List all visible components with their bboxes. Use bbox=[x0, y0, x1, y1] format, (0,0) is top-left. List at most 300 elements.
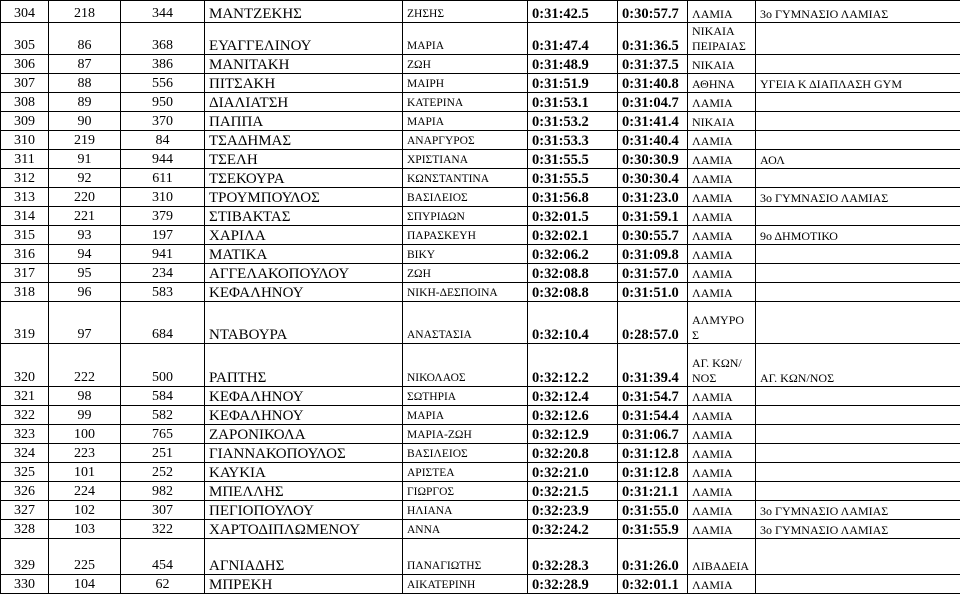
city-cell bbox=[688, 520, 756, 539]
club-cell bbox=[756, 425, 960, 444]
last-name-cell: ΜΑΝΙΤΑΚΗ bbox=[205, 55, 403, 74]
bib-number-cell: 344 bbox=[121, 1, 205, 23]
category-rank-cell: 221 bbox=[49, 207, 121, 226]
category-rank-cell: 219 bbox=[49, 131, 121, 150]
city-cell-text: ΛΑΜΙΑ bbox=[692, 229, 733, 243]
city-cell bbox=[688, 207, 756, 226]
city-cell-text: ΝΙΚΑΙΑ ΠΕΙΡΑΙΑΣ bbox=[692, 24, 746, 53]
city-cell-text: ΝΙΚΑΙΑ bbox=[692, 115, 735, 129]
last-name-cell: ΡΑΠΤΗΣ bbox=[205, 344, 403, 387]
club-cell bbox=[756, 131, 960, 150]
category-rank-cell: 89 bbox=[49, 93, 121, 112]
bib-number-cell: 583 bbox=[121, 283, 205, 302]
first-name-cell: ΝΙΚΟΛΑΟΣ bbox=[403, 344, 528, 387]
city-cell bbox=[688, 1, 756, 23]
table-row bbox=[1, 188, 960, 207]
bib-number-cell: 368 bbox=[121, 23, 205, 55]
bib-number-cell: 322 bbox=[121, 520, 205, 539]
table-row bbox=[1, 406, 960, 425]
last-name-cell: ΕΥΑΓΓΕΛΙΝΟΥ bbox=[205, 23, 403, 55]
club-cell bbox=[756, 188, 960, 207]
finish-time-cell: 0:32:24.2 bbox=[528, 520, 618, 539]
city-cell-text: ΛΑΜΙΑ bbox=[692, 485, 733, 499]
table-row bbox=[1, 169, 960, 188]
table-row bbox=[1, 463, 960, 482]
position-cell: 315 bbox=[1, 226, 49, 245]
category-rank-cell: 90 bbox=[49, 112, 121, 131]
net-time-cell: 0:31:12.8 bbox=[618, 444, 688, 463]
club-cell bbox=[756, 501, 960, 520]
last-name-cell: ΠΑΠΠΑ bbox=[205, 112, 403, 131]
last-name-cell: ΠΙΤΣΑΚΗ bbox=[205, 74, 403, 93]
position-cell: 311 bbox=[1, 150, 49, 169]
net-time-cell: 0:31:23.0 bbox=[618, 188, 688, 207]
finish-time-cell: 0:31:56.8 bbox=[528, 188, 618, 207]
position-cell: 322 bbox=[1, 406, 49, 425]
net-time-cell: 0:31:40.4 bbox=[618, 131, 688, 150]
last-name-cell: ΚΑΥΚΙΑ bbox=[205, 463, 403, 482]
bib-number-cell: 252 bbox=[121, 463, 205, 482]
city-cell-text: ΛΑΜΙΑ bbox=[692, 248, 733, 262]
city-cell-text: ΛΑΜΙΑ bbox=[692, 523, 733, 537]
city-cell bbox=[688, 23, 756, 55]
city-cell bbox=[688, 93, 756, 112]
net-time-cell: 0:31:54.7 bbox=[618, 387, 688, 406]
category-rank-cell: 104 bbox=[49, 575, 121, 594]
category-rank-cell: 218 bbox=[49, 1, 121, 23]
first-name-cell: ΣΠΥΡΙΔΩΝ bbox=[403, 207, 528, 226]
last-name-cell: ΤΣΑΔΗΜΑΣ bbox=[205, 131, 403, 150]
last-name-cell: ΔΙΑΛΙΑΤΣΗ bbox=[205, 93, 403, 112]
bib-number-cell: 684 bbox=[121, 302, 205, 344]
city-cell bbox=[688, 575, 756, 594]
club-cell bbox=[756, 520, 960, 539]
table-row bbox=[1, 302, 960, 344]
position-cell: 306 bbox=[1, 55, 49, 74]
position-cell: 313 bbox=[1, 188, 49, 207]
city-cell-text: ΑΘΗΝΑ bbox=[692, 77, 735, 91]
club-cell bbox=[756, 169, 960, 188]
category-rank-cell: 222 bbox=[49, 344, 121, 387]
net-time-cell: 0:31:41.4 bbox=[618, 112, 688, 131]
first-name-cell: ΣΩΤΗΡΙΑ bbox=[403, 387, 528, 406]
position-cell: 329 bbox=[1, 539, 49, 575]
first-name-cell: ΑΝΑΣΤΑΣΙΑ bbox=[403, 302, 528, 344]
net-time-cell: 0:31:40.8 bbox=[618, 74, 688, 93]
position-cell: 310 bbox=[1, 131, 49, 150]
category-rank-cell: 96 bbox=[49, 283, 121, 302]
category-rank-cell: 100 bbox=[49, 425, 121, 444]
position-cell: 307 bbox=[1, 74, 49, 93]
finish-time-cell: 0:32:21.0 bbox=[528, 463, 618, 482]
last-name-cell: ΧΑΡΙΛΑ bbox=[205, 226, 403, 245]
city-cell bbox=[688, 112, 756, 131]
position-cell: 309 bbox=[1, 112, 49, 131]
club-cell bbox=[756, 112, 960, 131]
last-name-cell: ΑΓΓΕΛΑΚΟΠΟΥΛΟΥ bbox=[205, 264, 403, 283]
club-cell-text: 9ο ΔΗΜΟΤΙΚΟ bbox=[760, 229, 838, 243]
club-cell bbox=[756, 264, 960, 283]
finish-time-cell: 0:31:53.3 bbox=[528, 131, 618, 150]
bib-number-cell: 454 bbox=[121, 539, 205, 575]
bib-number-cell: 765 bbox=[121, 425, 205, 444]
category-rank-cell: 88 bbox=[49, 74, 121, 93]
club-cell bbox=[756, 539, 960, 575]
city-cell bbox=[688, 344, 756, 387]
bib-number-cell: 386 bbox=[121, 55, 205, 74]
city-cell bbox=[688, 226, 756, 245]
city-cell-text: ΛΑΜΙΑ bbox=[692, 153, 733, 167]
last-name-cell: ΖΑΡΟΝΙΚΟΛΑ bbox=[205, 425, 403, 444]
last-name-cell: ΝΤΑΒΟΥΡΑ bbox=[205, 302, 403, 344]
city-cell bbox=[688, 302, 756, 344]
last-name-cell: ΜΠΡΕΚΗ bbox=[205, 575, 403, 594]
club-cell-text: ΑΟΛ bbox=[760, 153, 785, 167]
city-cell-text: ΛΑΜΙΑ bbox=[692, 504, 733, 518]
city-cell-text: ΛΑΜΙΑ bbox=[692, 267, 733, 281]
finish-time-cell: 0:31:53.2 bbox=[528, 112, 618, 131]
first-name-cell: ΚΩΝΣΤΑΝΤΙΝΑ bbox=[403, 169, 528, 188]
finish-time-cell: 0:32:01.5 bbox=[528, 207, 618, 226]
city-cell bbox=[688, 283, 756, 302]
table-row bbox=[1, 387, 960, 406]
net-time-cell: 0:31:06.7 bbox=[618, 425, 688, 444]
net-time-cell: 0:31:09.8 bbox=[618, 245, 688, 264]
position-cell: 318 bbox=[1, 283, 49, 302]
city-cell-text: ΛΑΜΙΑ bbox=[692, 96, 733, 110]
net-time-cell: 0:31:51.0 bbox=[618, 283, 688, 302]
first-name-cell: ΓΙΩΡΓΟΣ bbox=[403, 482, 528, 501]
bib-number-cell: 370 bbox=[121, 112, 205, 131]
city-cell bbox=[688, 387, 756, 406]
city-cell-text: ΛΑΜΙΑ bbox=[692, 409, 733, 423]
net-time-cell: 0:31:04.7 bbox=[618, 93, 688, 112]
first-name-cell: ΜΑΡΙΑ-ΖΩΗ bbox=[403, 425, 528, 444]
club-cell bbox=[756, 444, 960, 463]
category-rank-cell: 101 bbox=[49, 463, 121, 482]
city-cell bbox=[688, 74, 756, 93]
first-name-cell: ΑΡΙΣΤΕΑ bbox=[403, 463, 528, 482]
finish-time-cell: 0:32:28.9 bbox=[528, 575, 618, 594]
club-cell-text: 3ο ΓΥΜΝΑΣΙΟ ΛΑΜΙΑΣ bbox=[760, 191, 889, 205]
category-rank-cell: 94 bbox=[49, 245, 121, 264]
category-rank-cell: 220 bbox=[49, 188, 121, 207]
city-cell-text: ΛΑΜΙΑ bbox=[692, 390, 733, 404]
city-cell-text: ΛΙΒΑΔΕΙΑ bbox=[692, 559, 750, 573]
position-cell: 330 bbox=[1, 575, 49, 594]
first-name-cell: ΜΑΡΙΑ bbox=[403, 406, 528, 425]
finish-time-cell: 0:32:20.8 bbox=[528, 444, 618, 463]
net-time-cell: 0:31:55.0 bbox=[618, 501, 688, 520]
finish-time-cell: 0:32:06.2 bbox=[528, 245, 618, 264]
bib-number-cell: 62 bbox=[121, 575, 205, 594]
table-row bbox=[1, 245, 960, 264]
table-row bbox=[1, 207, 960, 226]
first-name-cell: ΒΑΣΙΛΕΙΟΣ bbox=[403, 188, 528, 207]
position-cell: 325 bbox=[1, 463, 49, 482]
bib-number-cell: 556 bbox=[121, 74, 205, 93]
finish-time-cell: 0:31:51.9 bbox=[528, 74, 618, 93]
position-cell: 327 bbox=[1, 501, 49, 520]
table-row bbox=[1, 74, 960, 93]
first-name-cell: ΑΝΑΡΓΥΡΟΣ bbox=[403, 131, 528, 150]
table-row bbox=[1, 444, 960, 463]
bib-number-cell: 234 bbox=[121, 264, 205, 283]
position-cell: 324 bbox=[1, 444, 49, 463]
club-cell bbox=[756, 406, 960, 425]
last-name-cell: ΣΤΙΒΑΚΤΑΣ bbox=[205, 207, 403, 226]
city-cell bbox=[688, 169, 756, 188]
club-cell-text: 3ο ΓΥΜΝΑΣΙΟ ΛΑΜΙΑΣ bbox=[760, 7, 889, 21]
club-cell bbox=[756, 93, 960, 112]
city-cell-text: ΛΑΜΙΑ bbox=[692, 191, 733, 205]
table-row bbox=[1, 1, 960, 23]
finish-time-cell: 0:32:12.6 bbox=[528, 406, 618, 425]
table-row bbox=[1, 539, 960, 575]
club-cell bbox=[756, 344, 960, 387]
bib-number-cell: 500 bbox=[121, 344, 205, 387]
bib-number-cell: 582 bbox=[121, 406, 205, 425]
position-cell: 323 bbox=[1, 425, 49, 444]
finish-time-cell: 0:32:12.9 bbox=[528, 425, 618, 444]
table-row bbox=[1, 520, 960, 539]
club-cell bbox=[756, 55, 960, 74]
position-cell: 319 bbox=[1, 302, 49, 344]
category-rank-cell: 225 bbox=[49, 539, 121, 575]
table-row bbox=[1, 425, 960, 444]
net-time-cell: 0:31:37.5 bbox=[618, 55, 688, 74]
bib-number-cell: 251 bbox=[121, 444, 205, 463]
category-rank-cell: 98 bbox=[49, 387, 121, 406]
club-cell bbox=[756, 302, 960, 344]
city-cell-text: ΛΑΜΙΑ bbox=[692, 466, 733, 480]
bib-number-cell: 941 bbox=[121, 245, 205, 264]
club-cell bbox=[756, 150, 960, 169]
position-cell: 314 bbox=[1, 207, 49, 226]
table-row bbox=[1, 482, 960, 501]
city-cell-text: ΛΑΜΙΑ bbox=[692, 428, 733, 442]
position-cell: 316 bbox=[1, 245, 49, 264]
first-name-cell: ΗΛΙΑΝΑ bbox=[403, 501, 528, 520]
city-cell bbox=[688, 444, 756, 463]
club-cell-text: ΥΓΕΙΑ Κ ΔΙΑΠΛΑΣΗ GYM bbox=[760, 77, 903, 91]
city-cell bbox=[688, 482, 756, 501]
city-cell bbox=[688, 539, 756, 575]
table-row bbox=[1, 501, 960, 520]
position-cell: 305 bbox=[1, 23, 49, 55]
position-cell: 312 bbox=[1, 169, 49, 188]
bib-number-cell: 197 bbox=[121, 226, 205, 245]
club-cell bbox=[756, 1, 960, 23]
last-name-cell: ΑΓΝΙΑΔΗΣ bbox=[205, 539, 403, 575]
table-row bbox=[1, 226, 960, 245]
first-name-cell: ΒΑΣΙΛΕΙΟΣ bbox=[403, 444, 528, 463]
finish-time-cell: 0:32:10.4 bbox=[528, 302, 618, 344]
first-name-cell: ΠΑΡΑΣΚΕΥΗ bbox=[403, 226, 528, 245]
category-rank-cell: 97 bbox=[49, 302, 121, 344]
net-time-cell: 0:31:57.0 bbox=[618, 264, 688, 283]
position-cell: 321 bbox=[1, 387, 49, 406]
city-cell-text: ΑΓ. ΚΩΝ/ΝΟΣ bbox=[692, 356, 742, 385]
city-cell bbox=[688, 131, 756, 150]
category-rank-cell: 87 bbox=[49, 55, 121, 74]
table-row bbox=[1, 283, 960, 302]
first-name-cell: ΜΑΙΡΗ bbox=[403, 74, 528, 93]
bib-number-cell: 584 bbox=[121, 387, 205, 406]
city-cell bbox=[688, 150, 756, 169]
first-name-cell: ΠΑΝΑΓΙΩΤΗΣ bbox=[403, 539, 528, 575]
net-time-cell: 0:30:55.7 bbox=[618, 226, 688, 245]
club-cell bbox=[756, 207, 960, 226]
club-cell bbox=[756, 74, 960, 93]
first-name-cell: ΧΡΙΣΤΙΑΝΑ bbox=[403, 150, 528, 169]
finish-time-cell: 0:31:55.5 bbox=[528, 169, 618, 188]
finish-time-cell: 0:31:53.1 bbox=[528, 93, 618, 112]
last-name-cell: ΚΕΦΑΛΗΝΟΥ bbox=[205, 283, 403, 302]
city-cell-text: ΛΑΜΙΑ bbox=[692, 447, 733, 461]
category-rank-cell: 93 bbox=[49, 226, 121, 245]
position-cell: 308 bbox=[1, 93, 49, 112]
bib-number-cell: 307 bbox=[121, 501, 205, 520]
net-time-cell: 0:30:57.7 bbox=[618, 1, 688, 23]
last-name-cell: ΜΠΕΛΛΗΣ bbox=[205, 482, 403, 501]
last-name-cell: ΜΑΤΙΚΑ bbox=[205, 245, 403, 264]
finish-time-cell: 0:32:08.8 bbox=[528, 264, 618, 283]
position-cell: 304 bbox=[1, 1, 49, 23]
finish-time-cell: 0:32:12.4 bbox=[528, 387, 618, 406]
table-row bbox=[1, 264, 960, 283]
city-cell-text: ΛΑΜΙΑ bbox=[692, 134, 733, 148]
bib-number-cell: 611 bbox=[121, 169, 205, 188]
category-rank-cell: 92 bbox=[49, 169, 121, 188]
last-name-cell: ΤΡΟΥΜΠΟΥΛΟΣ bbox=[205, 188, 403, 207]
category-rank-cell: 86 bbox=[49, 23, 121, 55]
last-name-cell: ΚΕΦΑΛΗΝΟΥ bbox=[205, 406, 403, 425]
club-cell bbox=[756, 387, 960, 406]
last-name-cell: ΤΣΕΛΗ bbox=[205, 150, 403, 169]
table-row bbox=[1, 575, 960, 594]
table-row bbox=[1, 55, 960, 74]
city-cell-text: ΛΑΜΙΑ bbox=[692, 7, 733, 21]
first-name-cell: ΜΑΡΙΑ bbox=[403, 112, 528, 131]
club-cell bbox=[756, 575, 960, 594]
net-time-cell: 0:31:26.0 bbox=[618, 539, 688, 575]
club-cell-text: 3ο ΓΥΜΝΑΣΙΟ ΛΑΜΙΑΣ bbox=[760, 504, 889, 518]
net-time-cell: 0:28:57.0 bbox=[618, 302, 688, 344]
first-name-cell: ΖΗΣΗΣ bbox=[403, 1, 528, 23]
net-time-cell: 0:31:12.8 bbox=[618, 463, 688, 482]
city-cell-text: ΛΑΜΙΑ bbox=[692, 210, 733, 224]
first-name-cell: ΒΙΚΥ bbox=[403, 245, 528, 264]
table-row bbox=[1, 112, 960, 131]
city-cell-text: ΛΑΜΙΑ bbox=[692, 578, 733, 592]
bib-number-cell: 84 bbox=[121, 131, 205, 150]
category-rank-cell: 102 bbox=[49, 501, 121, 520]
bib-number-cell: 944 bbox=[121, 150, 205, 169]
city-cell bbox=[688, 188, 756, 207]
city-cell bbox=[688, 55, 756, 74]
last-name-cell: ΤΣΕΚΟΥΡΑ bbox=[205, 169, 403, 188]
club-cell-text: 3ο ΓΥΜΝΑΣΙΟ ΛΑΜΙΑΣ bbox=[760, 523, 889, 537]
first-name-cell: ΖΩΗ bbox=[403, 264, 528, 283]
position-cell: 317 bbox=[1, 264, 49, 283]
last-name-cell: ΠΕΓΙΟΠΟΥΛΟΥ bbox=[205, 501, 403, 520]
last-name-cell: ΚΕΦΑΛΗΝΟΥ bbox=[205, 387, 403, 406]
finish-time-cell: 0:32:21.5 bbox=[528, 482, 618, 501]
net-time-cell: 0:31:36.5 bbox=[618, 23, 688, 55]
finish-time-cell: 0:31:42.5 bbox=[528, 1, 618, 23]
finish-time-cell: 0:32:02.1 bbox=[528, 226, 618, 245]
city-cell bbox=[688, 463, 756, 482]
bib-number-cell: 982 bbox=[121, 482, 205, 501]
category-rank-cell: 103 bbox=[49, 520, 121, 539]
first-name-cell: ΝΙΚΗ-ΔΕΣΠΟΙΝΑ bbox=[403, 283, 528, 302]
category-rank-cell: 91 bbox=[49, 150, 121, 169]
club-cell bbox=[756, 226, 960, 245]
net-time-cell: 0:31:54.4 bbox=[618, 406, 688, 425]
finish-time-cell: 0:32:23.9 bbox=[528, 501, 618, 520]
city-cell bbox=[688, 501, 756, 520]
position-cell: 326 bbox=[1, 482, 49, 501]
city-cell-text: ΛΑΜΙΑ bbox=[692, 172, 733, 186]
table-row bbox=[1, 150, 960, 169]
first-name-cell: ΑΙΚΑΤΕΡΙΝΗ bbox=[403, 575, 528, 594]
finish-time-cell: 0:31:47.4 bbox=[528, 23, 618, 55]
club-cell-text: ΑΓ. ΚΩΝ/ΝΟΣ bbox=[760, 371, 835, 385]
net-time-cell: 0:31:55.9 bbox=[618, 520, 688, 539]
finish-time-cell: 0:32:12.2 bbox=[528, 344, 618, 387]
finish-time-cell: 0:32:28.3 bbox=[528, 539, 618, 575]
net-time-cell: 0:30:30.9 bbox=[618, 150, 688, 169]
last-name-cell: ΓΙΑΝΝΑΚΟΠΟΥΛΟΣ bbox=[205, 444, 403, 463]
net-time-cell: 0:31:39.4 bbox=[618, 344, 688, 387]
city-cell bbox=[688, 264, 756, 283]
first-name-cell: ΑΝΝΑ bbox=[403, 520, 528, 539]
position-cell: 328 bbox=[1, 520, 49, 539]
table-row bbox=[1, 93, 960, 112]
position-cell: 320 bbox=[1, 344, 49, 387]
finish-time-cell: 0:31:55.5 bbox=[528, 150, 618, 169]
category-rank-cell: 223 bbox=[49, 444, 121, 463]
city-cell-text: ΑΛΜΥΡΟ Σ bbox=[692, 313, 745, 342]
club-cell bbox=[756, 482, 960, 501]
net-time-cell: 0:31:59.1 bbox=[618, 207, 688, 226]
city-cell-text: ΛΑΜΙΑ bbox=[692, 286, 733, 300]
results-table-body bbox=[1, 1, 960, 594]
bib-number-cell: 379 bbox=[121, 207, 205, 226]
club-cell bbox=[756, 283, 960, 302]
table-row bbox=[1, 131, 960, 150]
category-rank-cell: 95 bbox=[49, 264, 121, 283]
club-cell bbox=[756, 23, 960, 55]
net-time-cell: 0:32:01.1 bbox=[618, 575, 688, 594]
first-name-cell: ΜΑΡΙΑ bbox=[403, 23, 528, 55]
club-cell bbox=[756, 245, 960, 264]
city-cell-text: ΝΙΚΑΙΑ bbox=[692, 58, 735, 72]
bib-number-cell: 950 bbox=[121, 93, 205, 112]
last-name-cell: ΧΑΡΤΟΔΙΠΛΩΜΕΝΟΥ bbox=[205, 520, 403, 539]
net-time-cell: 0:31:21.1 bbox=[618, 482, 688, 501]
city-cell bbox=[688, 245, 756, 264]
club-cell bbox=[756, 463, 960, 482]
bib-number-cell: 310 bbox=[121, 188, 205, 207]
category-rank-cell: 224 bbox=[49, 482, 121, 501]
city-cell bbox=[688, 406, 756, 425]
net-time-cell: 0:30:30.4 bbox=[618, 169, 688, 188]
first-name-cell: ΚΑΤΕΡΙΝΑ bbox=[403, 93, 528, 112]
table-row bbox=[1, 344, 960, 387]
finish-time-cell: 0:31:48.9 bbox=[528, 55, 618, 74]
